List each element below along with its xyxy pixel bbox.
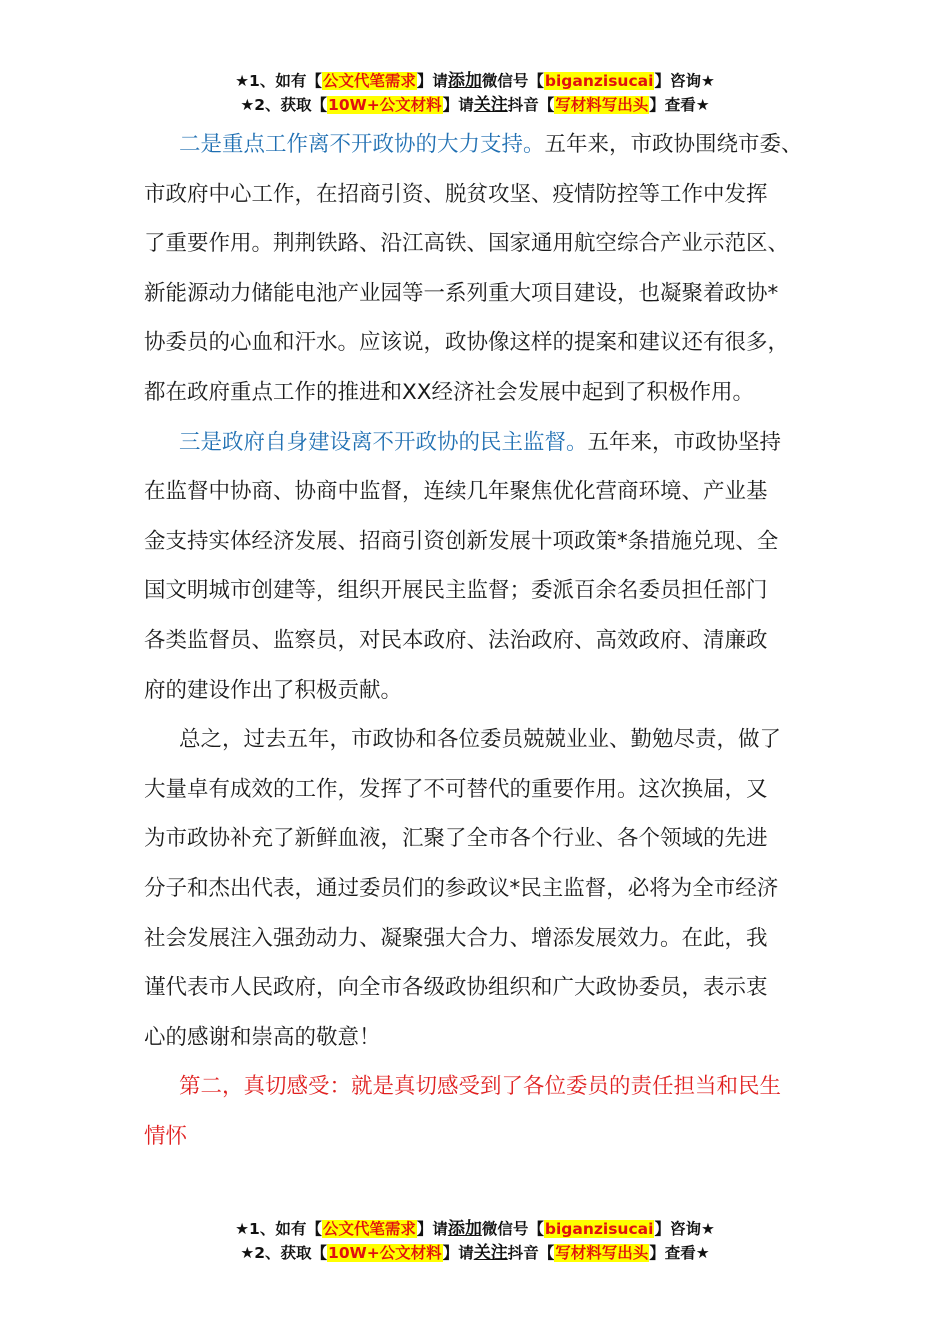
text-line: 分子和杰出代表，通过委员们的参政议*民主监督，必将为全市经济 bbox=[144, 875, 779, 901]
section-heading: 二是重点工作离不开政协的大力支持。 bbox=[179, 132, 545, 157]
text-line: 各类监督员、监察员，对民本政府、法治政府、高效政府、清廉政 bbox=[144, 627, 768, 653]
banner-text: 】请 bbox=[416, 72, 448, 90]
banner-text: 微信号【 bbox=[481, 1220, 544, 1238]
text-line: 都在政府重点工作的推进和XX经济社会发展中起到了积极作用。 bbox=[144, 379, 754, 405]
text-line bbox=[144, 418, 816, 468]
banner-text: 】查看★ bbox=[649, 1244, 710, 1262]
highlight-materials: 10W+公文材料 bbox=[328, 96, 442, 114]
banner-text: 】咨询★ bbox=[654, 1220, 715, 1238]
highlight-wechat-id: biganzisucai bbox=[544, 1220, 654, 1238]
text-line: 国文明城市创建等，组织开展民主监督；委派百余名委员担任部门 bbox=[144, 578, 768, 604]
text-line: 为市政协补充了新鲜血液，汇聚了全市各个行业、各个领域的先进 bbox=[144, 826, 768, 852]
section-heading: 三是政府自身建设离不开政协的民主监督。 bbox=[179, 429, 588, 455]
highlight-ghostwriting: 公文代笔需求 bbox=[322, 1220, 416, 1238]
banner-line-2 bbox=[0, 1241, 950, 1265]
section-heading: 第二，真切感受：就是真切感受到了各位委员的责任担当和民生 bbox=[179, 1074, 782, 1100]
text-line: 谨代表市人民政府，向全市各级政协组织和广大政协委员，表示衷 bbox=[144, 975, 768, 1001]
banner-text: 微信号【 bbox=[481, 72, 544, 90]
banner-text: 】查看★ bbox=[649, 96, 710, 114]
text-line: 市政府中心工作，在招商引资、脱贫攻坚、疫情防控等工作中发挥 bbox=[144, 181, 768, 207]
text-line: 府的建设作出了积极贡献。 bbox=[144, 677, 403, 703]
document-body bbox=[144, 120, 816, 1161]
paragraph-key-work bbox=[144, 120, 816, 418]
text-line: 大量卓有成效的工作，发挥了不可替代的重要作用。这次换届，又 bbox=[144, 776, 768, 802]
highlight-ghostwriting: 公文代笔需求 bbox=[322, 72, 416, 90]
text-line bbox=[144, 120, 816, 170]
text-line: 在监督中协商、协商中监督，连续几年聚焦优化营商环境、产业基 bbox=[144, 479, 768, 505]
banner-text: 】请 bbox=[416, 1220, 448, 1238]
highlight-wechat-id: biganzisucai bbox=[544, 72, 654, 90]
banner-text: 抖音【 bbox=[507, 96, 555, 114]
underlined-follow: 关注 bbox=[473, 95, 508, 115]
banner-text: 抖音【 bbox=[507, 1244, 555, 1262]
text-line: 心的感谢和崇高的敬意！ bbox=[144, 1024, 381, 1050]
banner-line-1 bbox=[0, 69, 950, 93]
underlined-add: 添加 bbox=[447, 71, 482, 91]
highlight-materials: 10W+公文材料 bbox=[328, 1244, 442, 1262]
text-line: 新能源动力储能电池产业园等一系列重大项目建设，也凝聚着政协* bbox=[144, 280, 779, 306]
text-line: 情怀 bbox=[144, 1123, 188, 1149]
underlined-follow: 关注 bbox=[473, 1243, 508, 1263]
text-line: 协委员的心血和汗水。应该说，政协像这样的提案和建议还有很多， bbox=[144, 330, 790, 356]
highlight-douyin-account: 写材料写出头 bbox=[555, 96, 649, 114]
banner-line-2 bbox=[0, 93, 950, 117]
highlight-douyin-account: 写材料写出头 bbox=[555, 1244, 649, 1262]
banner-text: ★2、获取【 bbox=[240, 96, 328, 114]
text-line: 社会发展注入强劲动力、凝聚强大合力、增添发展效力。在此，我 bbox=[144, 925, 768, 951]
paragraph-summary bbox=[144, 715, 816, 1062]
banner-text: 】咨询★ bbox=[654, 72, 715, 90]
bottom-banner bbox=[0, 1217, 950, 1265]
text-line: 金支持实体经济发展、招商引资创新发展十项政策*条措施兑现、全 bbox=[144, 528, 779, 554]
banner-text: ★2、获取【 bbox=[240, 1244, 328, 1262]
text-line: 了重要作用。荆荆铁路、沿江高铁、国家通用航空综合产业示范区、 bbox=[144, 231, 790, 257]
text-line: 总之，过去五年，市政协和各位委员兢兢业业、勤勉尽责，做了 bbox=[179, 727, 782, 753]
text-fragment: 五年来，市政协围绕市委、 bbox=[544, 132, 803, 157]
banner-text: 】请 bbox=[442, 96, 474, 114]
banner-text: ★1、如有【 bbox=[235, 1220, 322, 1238]
text-fragment: 五年来，市政协坚持 bbox=[587, 429, 782, 455]
top-banner bbox=[0, 69, 950, 117]
banner-line-1 bbox=[0, 1217, 950, 1241]
paragraph-second-heading bbox=[144, 1062, 816, 1161]
banner-text: ★1、如有【 bbox=[235, 72, 322, 90]
paragraph-self-construction bbox=[144, 418, 816, 716]
banner-text: 】请 bbox=[442, 1244, 474, 1262]
underlined-add: 添加 bbox=[447, 1219, 482, 1239]
